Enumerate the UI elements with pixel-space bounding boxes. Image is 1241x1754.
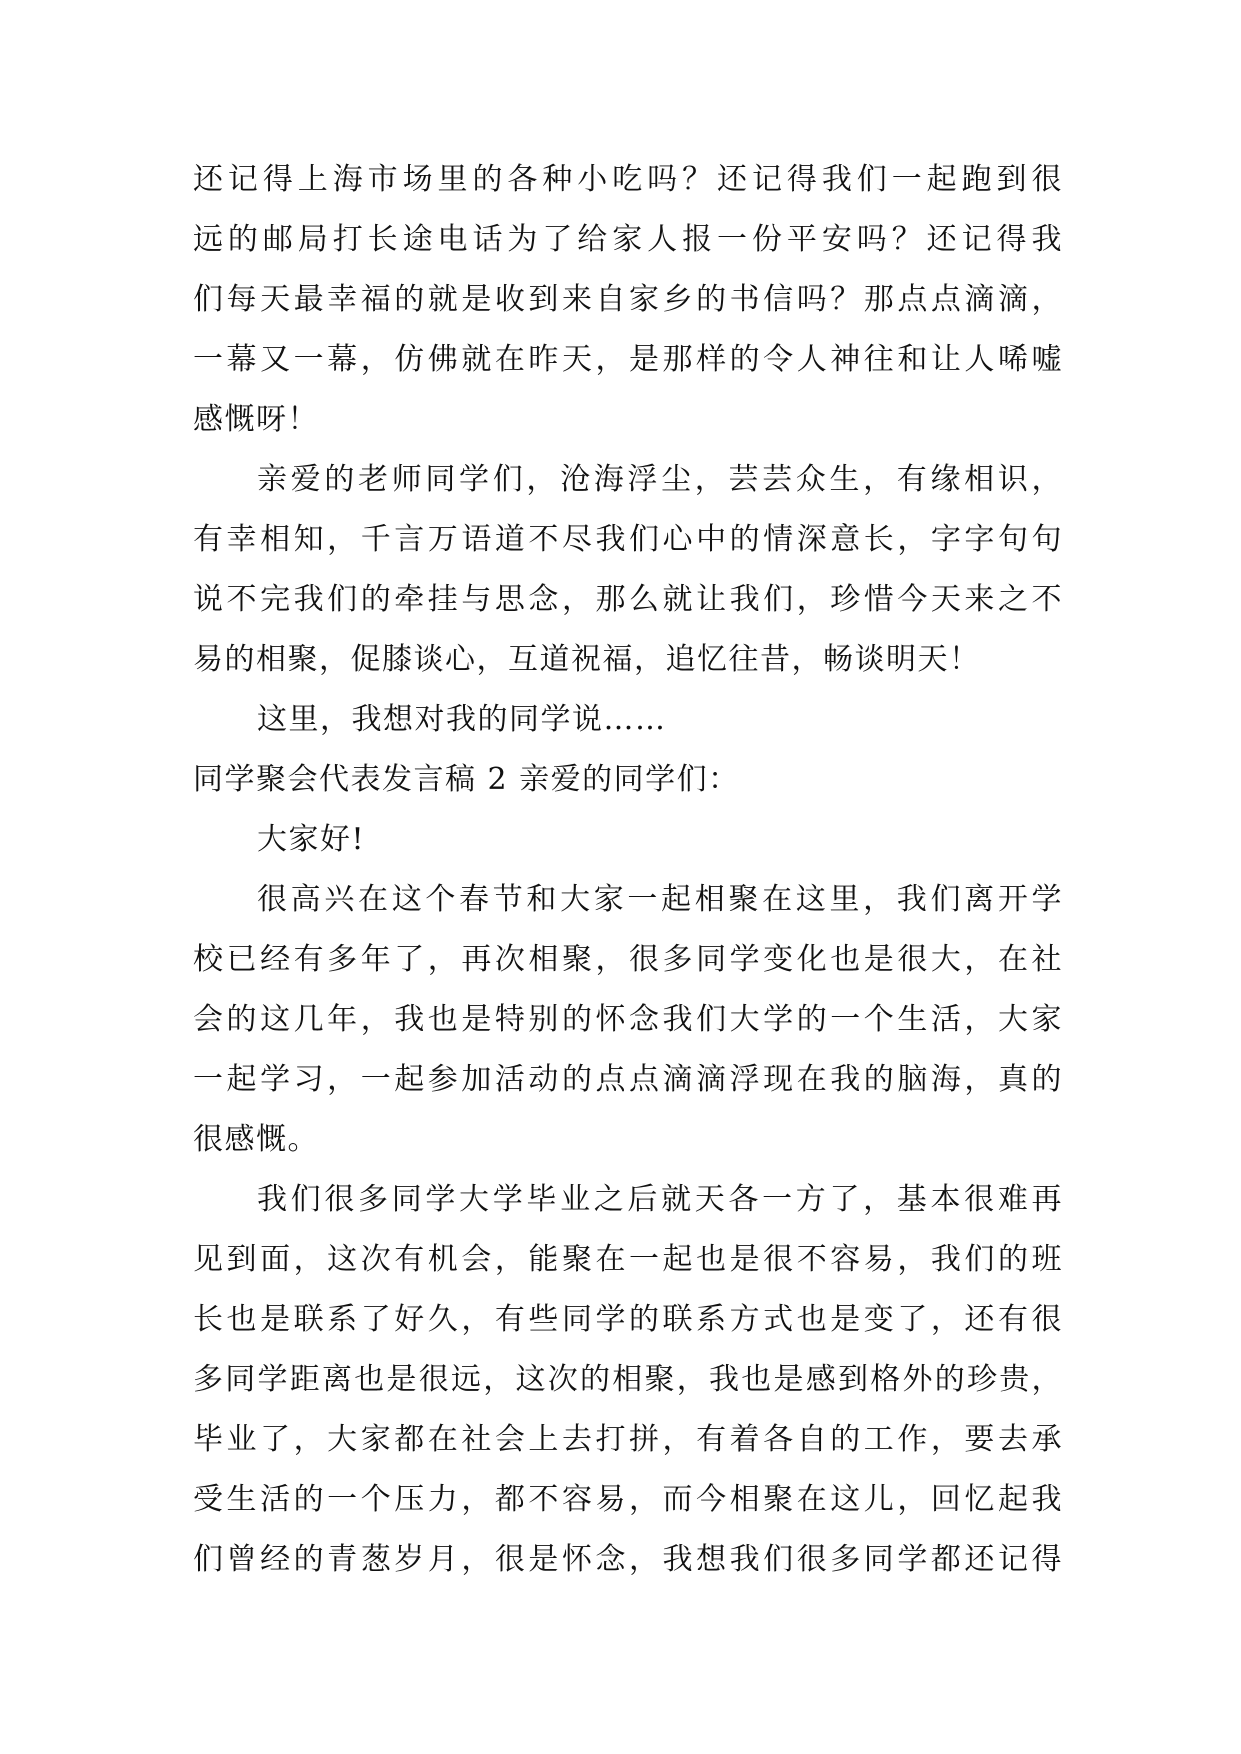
text-line: 见到面，这次有机会，能聚在一起也是很不容易，我们的班: [193, 1242, 1063, 1277]
text-line: 有幸相知，千言万语道不尽我们心中的情深意长，字字句句: [193, 522, 1063, 557]
text-line: 会的这几年，我也是特别的怀念我们大学的一个生活，大家: [193, 1002, 1063, 1037]
section-heading-line: 同学聚会代表发言稿 2 亲爱的同学们：: [193, 762, 740, 797]
text-line: 们曾经的青葱岁月，很是怀念，我想我们很多同学都还记得: [193, 1542, 1063, 1577]
text-line: 易的相聚，促膝谈心，互道祝福，追忆往昔，畅谈明天！: [193, 642, 981, 677]
text-line: 一起学习，一起参加活动的点点滴滴浮现在我的脑海，真的: [193, 1062, 1063, 1097]
text-line: 远的邮局打长途电话为了给家人报一份平安吗？还记得我: [193, 222, 1063, 257]
text-line: 很感慨。: [193, 1122, 319, 1157]
text-line: 说不完我们的牵挂与思念，那么就让我们，珍惜今天来之不: [193, 582, 1063, 617]
document-page: [193, 150, 1063, 1590]
text-line: 受生活的一个压力，都不容易，而今相聚在这儿，回忆起我: [193, 1482, 1063, 1517]
text-line: 多同学距离也是很远，这次的相聚，我也是感到格外的珍贵，: [193, 1362, 1063, 1397]
text-line: 还记得上海市场里的各种小吃吗？还记得我们一起跑到很: [193, 162, 1063, 197]
paragraph-start-line: 我们很多同学大学毕业之后就天各一方了，基本很难再: [257, 1182, 1063, 1217]
paragraph-start-line: 很高兴在这个春节和大家一起相聚在这里，我们离开学: [257, 882, 1063, 917]
text-line: 们每天最幸福的就是收到来自家乡的书信吗？那点点滴滴，: [193, 282, 1063, 317]
paragraph-start-line: 亲爱的老师同学们，沧海浮尘，芸芸众生，有缘相识，: [257, 462, 1063, 497]
text-line: 毕业了，大家都在社会上去打拼，有着各自的工作，要去承: [193, 1422, 1063, 1457]
paragraph-start-line: 这里，我想对我的同学说……: [257, 702, 667, 737]
text-line: 校已经有多年了，再次相聚，很多同学变化也是很大，在社: [193, 942, 1063, 977]
text-line: 长也是联系了好久，有些同学的联系方式也是变了，还有很: [193, 1302, 1063, 1337]
greeting-line: 大家好!: [257, 822, 366, 857]
text-line: 一幕又一幕，仿佛就在昨天，是那样的令人神往和让人唏嘘: [193, 342, 1063, 377]
text-line: 感慨呀！: [193, 402, 319, 437]
